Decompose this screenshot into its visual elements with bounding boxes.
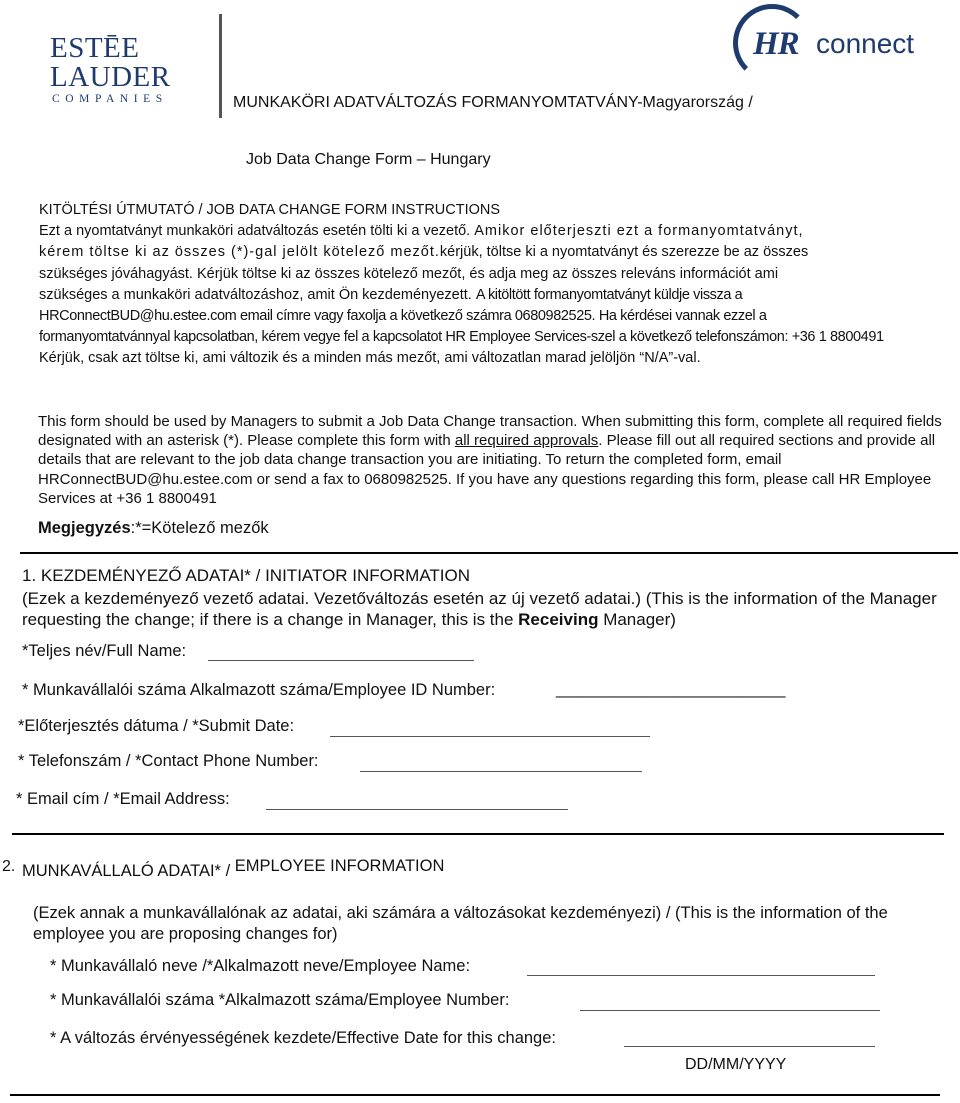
section2-description: (Ezek annak a munkavállalónak az adatai, aki számára a változásokat kezdeményezi) / (This is the information of the employee you are proposing changes for) xyxy=(33,904,888,943)
section2-heading-hu: MUNKAVÁLLALÓ ADATAI* / xyxy=(22,862,231,880)
connect-word: connect xyxy=(816,28,915,59)
email-field[interactable] xyxy=(266,809,568,810)
instructions-text: HRConnectBUD@hu.estee.com email címre vagy faxolja a következő számra 0680982525. xyxy=(39,308,596,325)
instructions-text: Amikor előterjeszti ezt a formanyomtatványt, xyxy=(474,223,804,240)
section-divider xyxy=(12,833,944,835)
section1-heading: 1. KEZDEMÉNYEZŐ ADATAI* / INITIATOR INFORMATION xyxy=(22,566,471,585)
email-label-hu: * Email cím / xyxy=(16,790,109,808)
logo-line-companies: COMPANIES xyxy=(52,93,168,105)
note-text: :*=Kötelező mezők xyxy=(130,519,269,537)
contact-phone-field[interactable] xyxy=(360,771,642,772)
logo-line-lauder: LAUDER xyxy=(50,61,171,93)
instructions-text: Kérjük töltse ki az összes kötelező mezőt, és adja meg az összes releváns információt ami xyxy=(196,265,779,282)
instructions-en-text: This form should be used by Managers to submit a Job Data Change transaction. When submitting this form, complete all required fields designated with an asterisk (*). Please complete this form with xyxy=(38,413,942,450)
full-name-label: *Teljes név/Full Name: xyxy=(22,642,187,660)
instructions-line: Kérjük, csak azt töltse ki, ami változik és a minden más mezőt, ami változatlan marad jelöljön “N/A”-val. xyxy=(39,350,701,367)
section2-heading xyxy=(22,857,445,880)
employee-number-label: * Munkavállalói száma *Alkalmazott száma/Employee Number: xyxy=(50,991,510,1009)
instructions-line xyxy=(39,264,929,285)
date-format-hint: DD/MM/YYYY xyxy=(685,1056,787,1073)
instructions-text: kérjük, töltse ki a nyomtatványt és szerezze be az összes xyxy=(439,244,809,261)
instructions-line xyxy=(39,285,929,306)
instructions-line xyxy=(39,306,929,327)
section2-number: 2. xyxy=(2,858,16,875)
effective-date-field[interactable] xyxy=(624,1046,875,1047)
section-divider xyxy=(20,552,958,554)
instructions-text: kérem töltse ki az összes (*)-gal jelölt kötelező mezőt. xyxy=(39,244,440,261)
instructions-line xyxy=(39,242,929,263)
employee-id-field[interactable]: _________________________ xyxy=(556,680,786,698)
instructions-text: szükséges jóváhagyást. xyxy=(39,265,193,282)
employee-number-field[interactable] xyxy=(580,1010,880,1011)
employee-name-field[interactable] xyxy=(527,975,875,976)
form-title-en: Job Data Change Form – Hungary xyxy=(246,151,491,168)
full-name-field[interactable] xyxy=(208,660,474,661)
section1-desc-text: (Ezek a kezdeményező vezető adatai. Vezetőváltozás esetén az új vezető adatai.) (This is the information of the Manager requesting the change; if there is a change in Manager, this is the xyxy=(22,589,937,629)
section1-desc-text: Manager) xyxy=(598,610,676,629)
effective-date-label: * A változás érvényességének kezdete/Effective Date for this change: xyxy=(50,1029,556,1047)
instructions-en xyxy=(38,412,943,508)
hr-mark: HR xyxy=(753,26,799,62)
required-approvals-text: all required approvals xyxy=(454,432,599,450)
note-label: Megjegyzés xyxy=(38,519,131,537)
form-title-hu: MUNKAKÖRI ADATVÁLTOZÁS FORMANYOMTATVÁNY-Magyarország / xyxy=(233,94,753,111)
receiving-text: Receiving xyxy=(518,610,599,629)
employee-id-label: * Munkavállalói száma Alkalmazott száma/Employee ID Number: xyxy=(22,681,496,699)
submit-date-field[interactable] xyxy=(330,736,650,737)
submit-date-label: *Előterjesztés dátuma / *Submit Date: xyxy=(18,717,295,735)
instructions-heading: KITÖLTÉSI ÚTMUTATÓ / JOB DATA CHANGE FORM INSTRUCTIONS xyxy=(39,202,501,218)
instructions-en-text: . Please fill out all required sections and provide all details that are relevant to the job data change transaction you are initiating. To return the completed form, email HRConnectBUD@hu.estee.com or send a fax to 0680982525. If you have any questions regarding this form, please call HR Employee Services at +36 1 8800491 xyxy=(38,432,936,507)
section1-description xyxy=(22,588,942,630)
instructions-line: formanyomtatvánnyal kapcsolatban, kérem vegye fel a kapcsolatot HR Employee Services-szel a következő telefonszámon: +36 1 8800491 xyxy=(39,329,884,346)
section2-heading-en: EMPLOYEE INFORMATION xyxy=(234,857,445,875)
instructions-text: szükséges a munkaköri adatváltozáshoz, amit Ön kezdeményezett. xyxy=(39,286,472,303)
instructions-text: Ezt a nyomtatványt munkaköri adatváltozás esetén tölti ki a vezető. xyxy=(39,223,471,240)
instructions-text: A kitöltött formanyomtatványt küldje vissza a xyxy=(475,286,743,303)
email-label-en: *Email Address: xyxy=(108,790,230,808)
instructions-text: Ha kérdései vannak ezzel a xyxy=(598,308,767,325)
instructions-hu xyxy=(39,200,929,370)
header-divider xyxy=(219,14,222,118)
email-label xyxy=(16,790,230,809)
instructions-line xyxy=(39,221,929,242)
logo-line-estee: ESTĒE xyxy=(50,32,140,64)
contact-phone-label: * Telefonszám / *Contact Phone Number: xyxy=(18,752,319,770)
required-note xyxy=(38,519,269,538)
employee-name-label: * Munkavállaló neve /*Alkalmazott neve/Employee Name: xyxy=(50,957,471,975)
section-divider xyxy=(10,1094,940,1096)
